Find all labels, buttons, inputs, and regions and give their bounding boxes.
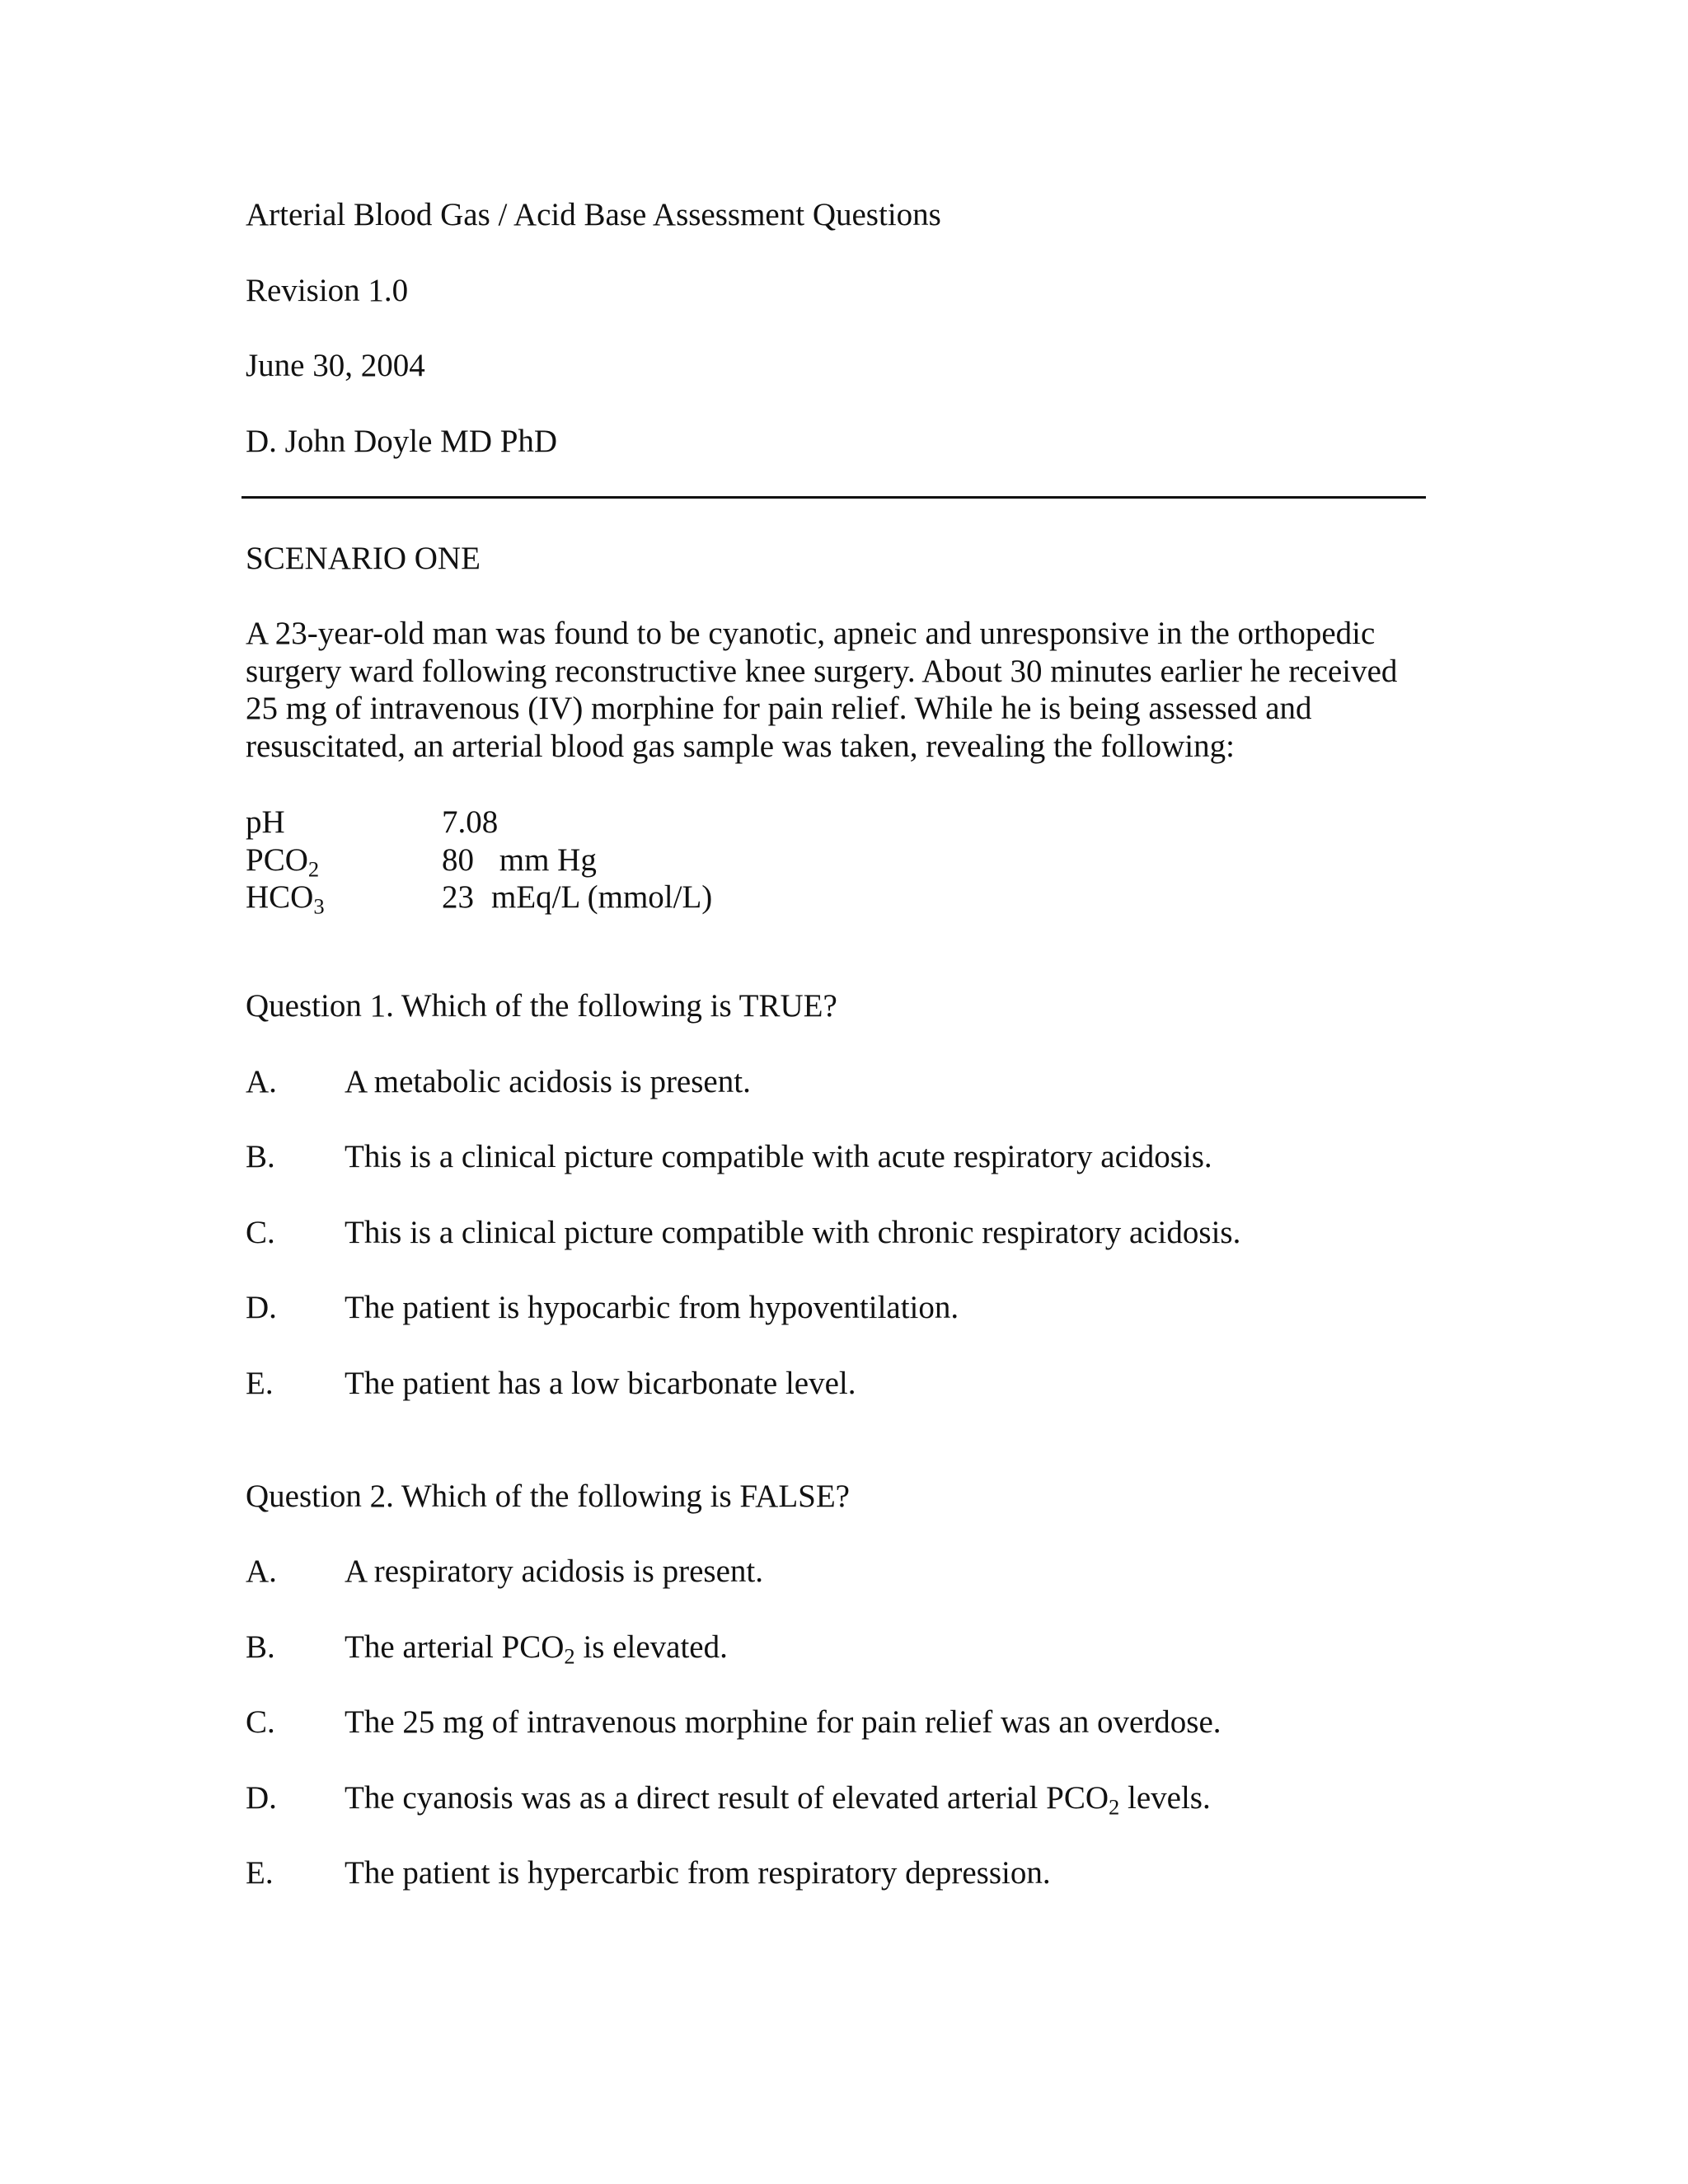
option-text: The patient has a low bicarbonate level.	[345, 1366, 856, 1401]
option-text-part: is elevated.	[574, 1629, 728, 1665]
scenario-line: surgery ward following reconstructive knee surgery. About 30 minutes earlier he received	[246, 653, 1398, 689]
option-text: A respiratory acidosis is present.	[345, 1554, 763, 1589]
option-subscript: 2	[564, 1643, 575, 1669]
question-1-stem: Question 1. Which of the following is TRUE?	[246, 988, 837, 1024]
q1-option-a	[246, 1063, 751, 1101]
option-text	[345, 1780, 1211, 1820]
scenario-line: 25 mg of intravenous (IV) morphine for pain relief. While he is being assessed and	[246, 691, 1312, 726]
q1-option-c	[246, 1214, 1240, 1252]
horizontal-divider	[241, 496, 1426, 499]
q2-option-d	[246, 1779, 1211, 1820]
author-name: D. John Doyle MD PhD	[246, 424, 558, 459]
option-text-part: The cyanosis was as a direct result of elevated arterial PCO	[345, 1780, 1109, 1816]
q2-option-b	[246, 1629, 728, 1669]
lab-value: 7.08	[442, 804, 499, 840]
lab-subscript: 3	[313, 893, 325, 919]
option-letter: B.	[246, 1139, 275, 1174]
lab-subscript: 2	[307, 855, 320, 881]
lab-unit: mEq/L (mmol/L)	[491, 879, 713, 915]
option-letter: B.	[246, 1629, 275, 1665]
option-letter: C.	[246, 1215, 275, 1250]
option-text	[345, 1629, 728, 1669]
option-text: The patient is hypocarbic from hypoventilation.	[345, 1290, 959, 1325]
option-letter: E.	[246, 1366, 274, 1401]
lab-row-ph	[246, 804, 712, 841]
q2-option-a	[246, 1553, 763, 1591]
option-letter: E.	[246, 1855, 274, 1891]
scenario-line: resuscitated, an arterial blood gas sample was taken, revealing the following:	[246, 728, 1235, 764]
q1-option-d	[246, 1289, 959, 1327]
lab-row-hco3	[246, 879, 713, 919]
q1-option-b	[246, 1138, 1212, 1176]
option-text: This is a clinical picture compatible with acute respiratory acidosis.	[345, 1139, 1212, 1174]
lab-value: 80	[442, 841, 474, 878]
revision-label: Revision 1.0	[246, 273, 409, 308]
option-letter: A.	[246, 1554, 277, 1589]
lab-name: PCO	[246, 841, 308, 878]
option-text: A metabolic acidosis is present.	[345, 1064, 751, 1099]
option-letter: D.	[246, 1780, 277, 1816]
option-text-part: The arterial PCO	[345, 1629, 565, 1665]
lab-row-pco2	[246, 841, 712, 879]
q2-option-c	[246, 1704, 1221, 1741]
scenario-line: A 23-year-old man was found to be cyanotic, apneic and unresponsive in the orthopedic	[246, 616, 1376, 651]
option-subscript: 2	[1109, 1794, 1120, 1820]
question-2-stem: Question 2. Which of the following is FALSE?	[246, 1479, 850, 1514]
q2-option-e	[246, 1854, 1051, 1892]
option-letter: D.	[246, 1290, 277, 1325]
option-letter: C.	[246, 1704, 275, 1740]
document-title: Arterial Blood Gas / Acid Base Assessment Questions	[246, 197, 941, 232]
blood-gas-results	[246, 804, 713, 919]
option-text: This is a clinical picture compatible with chronic respiratory acidosis.	[345, 1215, 1241, 1250]
q1-option-e	[246, 1365, 856, 1403]
lab-name: HCO	[246, 879, 314, 915]
lab-value: 23	[442, 879, 474, 915]
option-text: The patient is hypercarbic from respiratory depression.	[345, 1855, 1051, 1891]
document-date: June 30, 2004	[246, 348, 425, 383]
option-text-part: levels.	[1119, 1780, 1211, 1816]
option-letter: A.	[246, 1064, 277, 1099]
option-text: The 25 mg of intravenous morphine for pain relief was an overdose.	[345, 1704, 1221, 1740]
lab-name: pH	[246, 804, 285, 840]
lab-unit: mm Hg	[491, 841, 597, 878]
scenario-paragraph	[246, 615, 1432, 765]
scenario-heading: SCENARIO ONE	[246, 541, 481, 576]
